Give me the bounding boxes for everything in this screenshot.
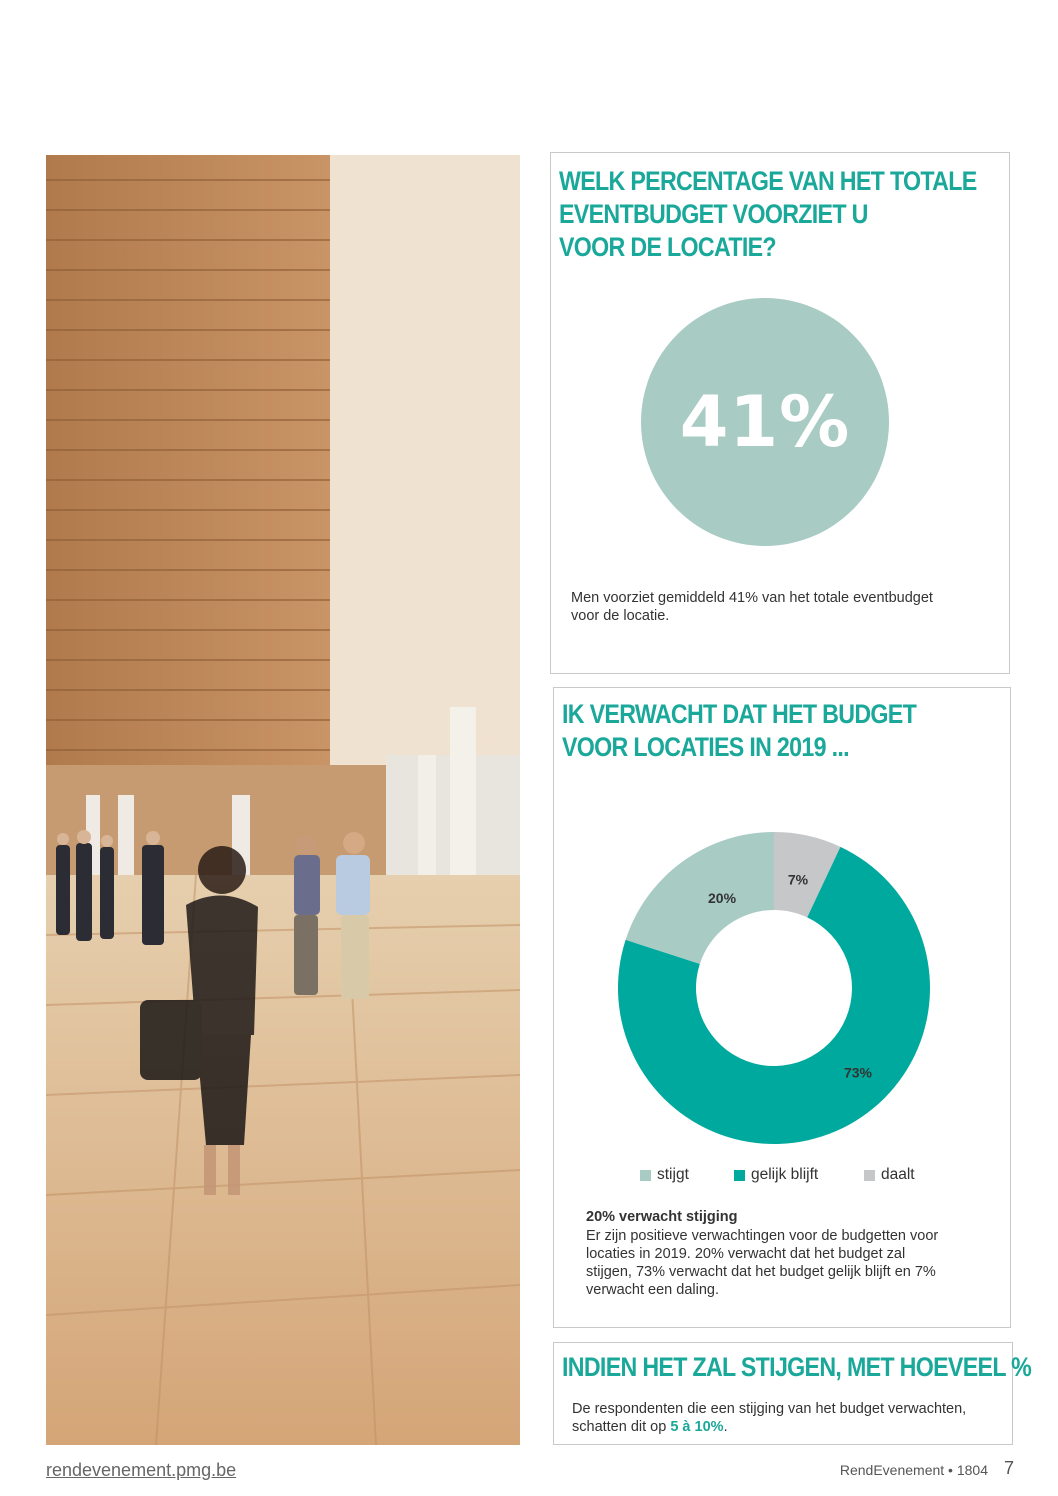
lobby-photo-illustration (46, 155, 520, 1445)
legend-item-daalt (864, 1166, 915, 1184)
heading-line: WELK PERCENTAGE VAN HET TOTALE (559, 166, 977, 196)
donut-label-gelijk-blijft: 73% (843, 1064, 873, 1081)
increase-amount-heading: INDIEN HET ZAL STIJGEN, MET HOEVEEL % (562, 1352, 1032, 1382)
percentage-circle (641, 298, 889, 546)
legend-label: stijgt (657, 1166, 689, 1183)
donut-label-daalt: 7% (787, 871, 809, 888)
description-line: voor de locatie. (571, 608, 670, 624)
legend-label: daalt (881, 1166, 915, 1183)
budget-percentage-card (550, 152, 1010, 674)
chart-legend (554, 1166, 1010, 1190)
lobby-photo (46, 155, 520, 1445)
description-line: Er zijn positieve verwachtingen voor de budgetten voor (586, 1228, 939, 1244)
legend-item-gelijk-blijft (734, 1166, 818, 1184)
increase-amount-card (553, 1342, 1032, 1445)
legend-item-stijgt (640, 1166, 689, 1184)
budget-expectation-card (553, 687, 1011, 1328)
description-line: schatten dit op (572, 1419, 671, 1435)
donut-slice-stijgt (626, 832, 774, 964)
budget-percentage-heading (559, 165, 977, 264)
increase-amount-description (572, 1400, 1002, 1436)
heading-line: VOOR DE LOCATIE? (559, 232, 776, 262)
page-number: 7 (1004, 1458, 1015, 1478)
percentage-value: 41% (679, 381, 851, 463)
donut-label-stijgt: 20% (708, 889, 737, 906)
website-link[interactable]: rendevenement.pmg.be (46, 1460, 237, 1480)
legend-label: gelijk blijft (751, 1166, 819, 1183)
description-line: stijgen, 73% verwacht dat het budget gelijk blijft en 7% (586, 1264, 936, 1280)
budget-percentage-description (571, 589, 991, 625)
budget-expectation-subhead: 20% verwacht stijging (586, 1209, 738, 1225)
publication-label: RendEvenement • 1804 (839, 1462, 988, 1478)
heading-line: VOOR LOCATIES IN 2019 ... (562, 732, 849, 762)
description-line: De respondenten die een stijging van het budget verwachten, (572, 1401, 967, 1417)
budget-expectation-description (586, 1227, 986, 1299)
description-line: locaties in 2019. 20% verwacht dat het budget zal (586, 1246, 906, 1262)
description-line: Men voorziet gemiddeld 41% van het totale eventbudget (571, 590, 933, 606)
legend-swatch (864, 1170, 875, 1181)
legend-swatch (734, 1170, 745, 1181)
legend-swatch (640, 1170, 651, 1181)
highlight-range: 5 à 10% (670, 1419, 724, 1435)
budget-expectation-heading (562, 698, 916, 764)
heading-line: EVENTBUDGET VOORZIET U (559, 199, 868, 229)
description-punctuation: . (723, 1419, 728, 1435)
donut-chart-svg (614, 828, 934, 1148)
heading-line: IK VERWACHT DAT HET BUDGET (562, 699, 917, 729)
description-line: verwacht een daling. (586, 1282, 719, 1298)
donut-chart (614, 828, 934, 1153)
